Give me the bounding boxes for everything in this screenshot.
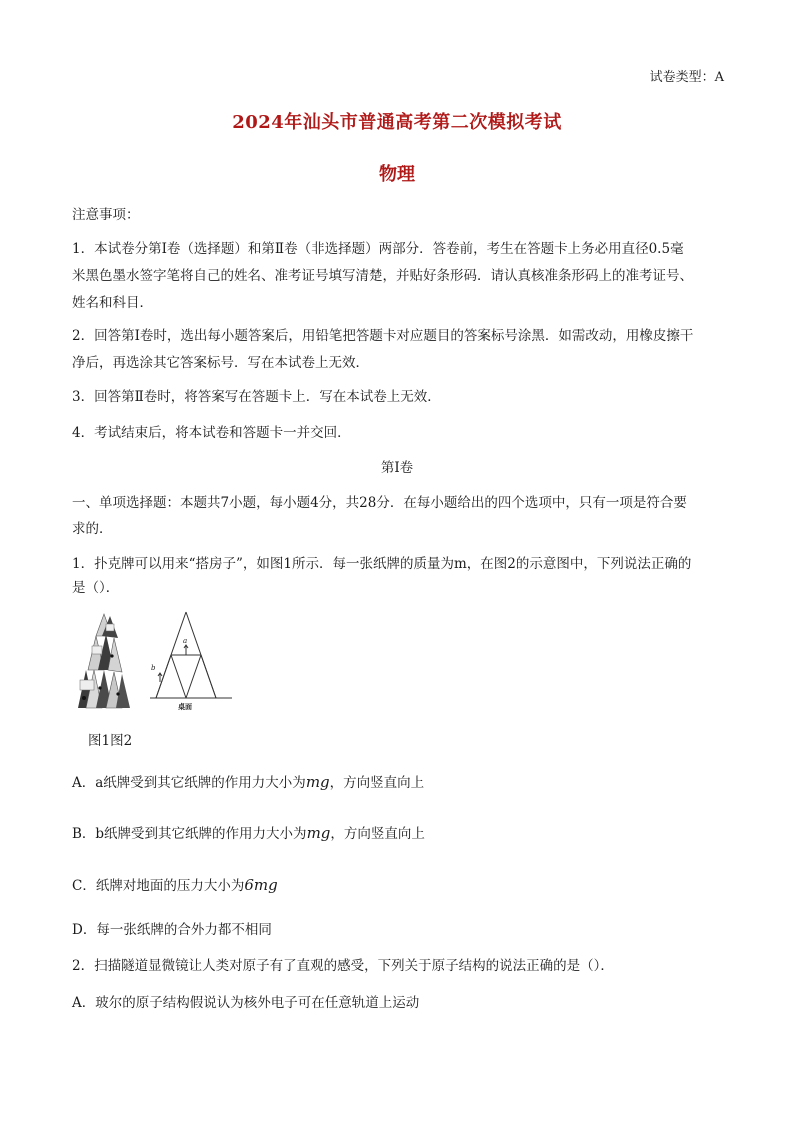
notice-item-2-line-1: 2．回答第Ⅰ卷时，选出每小题答案后，用铅笔把答题卡对应题目的答案标号涂黑．如需改动，用橡皮擦干 — [72, 328, 694, 344]
exam-title: 2024年汕头市普通高考第二次模拟考试 — [232, 112, 562, 133]
figure-caption: 图1图2 — [88, 733, 133, 749]
card-house-figures — [72, 610, 242, 715]
option-a-math: mg — [305, 773, 330, 791]
option-b-prefix: B．b纸牌受到其它纸牌的作用力大小为 — [72, 826, 307, 842]
notice-item-1-line-1: 1．本试卷分第Ⅰ卷（选择题）和第Ⅱ卷（非选择题）两部分．答卷前，考生在答题卡上务必用直径0.5毫 — [72, 241, 684, 257]
subject-title: 物理 — [379, 164, 415, 185]
question-1-figures — [72, 610, 242, 715]
part-1-heading: 第Ⅰ卷 — [380, 460, 414, 476]
figure-label-b: b — [151, 664, 156, 672]
question-2-option-a: A．玻尔的原子结构假说认为核外电子可在任意轨道上运动 — [72, 995, 420, 1011]
question-1-option-c — [72, 876, 278, 895]
question-2-stem: 2．扫描隧道显微镜让人类对原子有了直观的感受，下列关于原子结构的说法正确的是（）． — [72, 958, 614, 974]
question-1-stem-line-1: 1．扑克牌可以用来“搭房子”，如图1所示．每一张纸牌的质量为m，在图2的示意图中，下列说法正确的 — [72, 556, 692, 572]
option-c-prefix: C．纸牌对地面的压力大小为 — [72, 878, 245, 894]
question-1-stem-line-2: 是（）． — [72, 580, 120, 596]
option-a-prefix: A．a纸牌受到其它纸牌的作用力大小为 — [72, 775, 306, 791]
figure-label-a: a — [183, 637, 188, 645]
section-1-line-1: 一、单项选择题：本题共7小题，每小题4分，共28分．在每小题给出的四个选项中，只有一项是符合要 — [72, 495, 687, 511]
notice-item-4: 4．考试结束后，将本试卷和答题卡一并交回． — [72, 425, 351, 441]
question-1-option-b — [72, 824, 425, 843]
card-house-schematic — [150, 612, 232, 698]
notice-item-1-line-3: 姓名和科目． — [72, 295, 153, 311]
option-b-math: mg — [306, 824, 331, 842]
card-house-photo — [78, 614, 130, 708]
notice-item-2-line-2: 净后，再选涂其它答案标号．写在本试卷上无效． — [72, 355, 369, 371]
notice-item-3: 3．回答第Ⅱ卷时，将答案写在答题卡上．写在本试卷上无效． — [72, 389, 441, 405]
section-1-line-2: 求的． — [72, 521, 113, 537]
question-1-option-d: D．每一张纸牌的合外力都不相同 — [72, 922, 272, 938]
notice-heading: 注意事项： — [72, 207, 140, 223]
option-a-suffix: ，方向竖直向上 — [329, 775, 425, 791]
option-b-suffix: ，方向竖直向上 — [330, 826, 425, 842]
paper-type-label: 试卷类型：A — [649, 70, 724, 85]
notice-item-1-line-2: 米黑色墨水签字笔将自己的姓名、准考证号填写清楚，并贴好条形码．请认真核准条形码上的准考证号、 — [72, 268, 693, 284]
option-c-math: 6mg — [244, 876, 278, 894]
question-1-option-a — [72, 773, 424, 792]
figure-label-table: 桌面 — [178, 702, 192, 711]
